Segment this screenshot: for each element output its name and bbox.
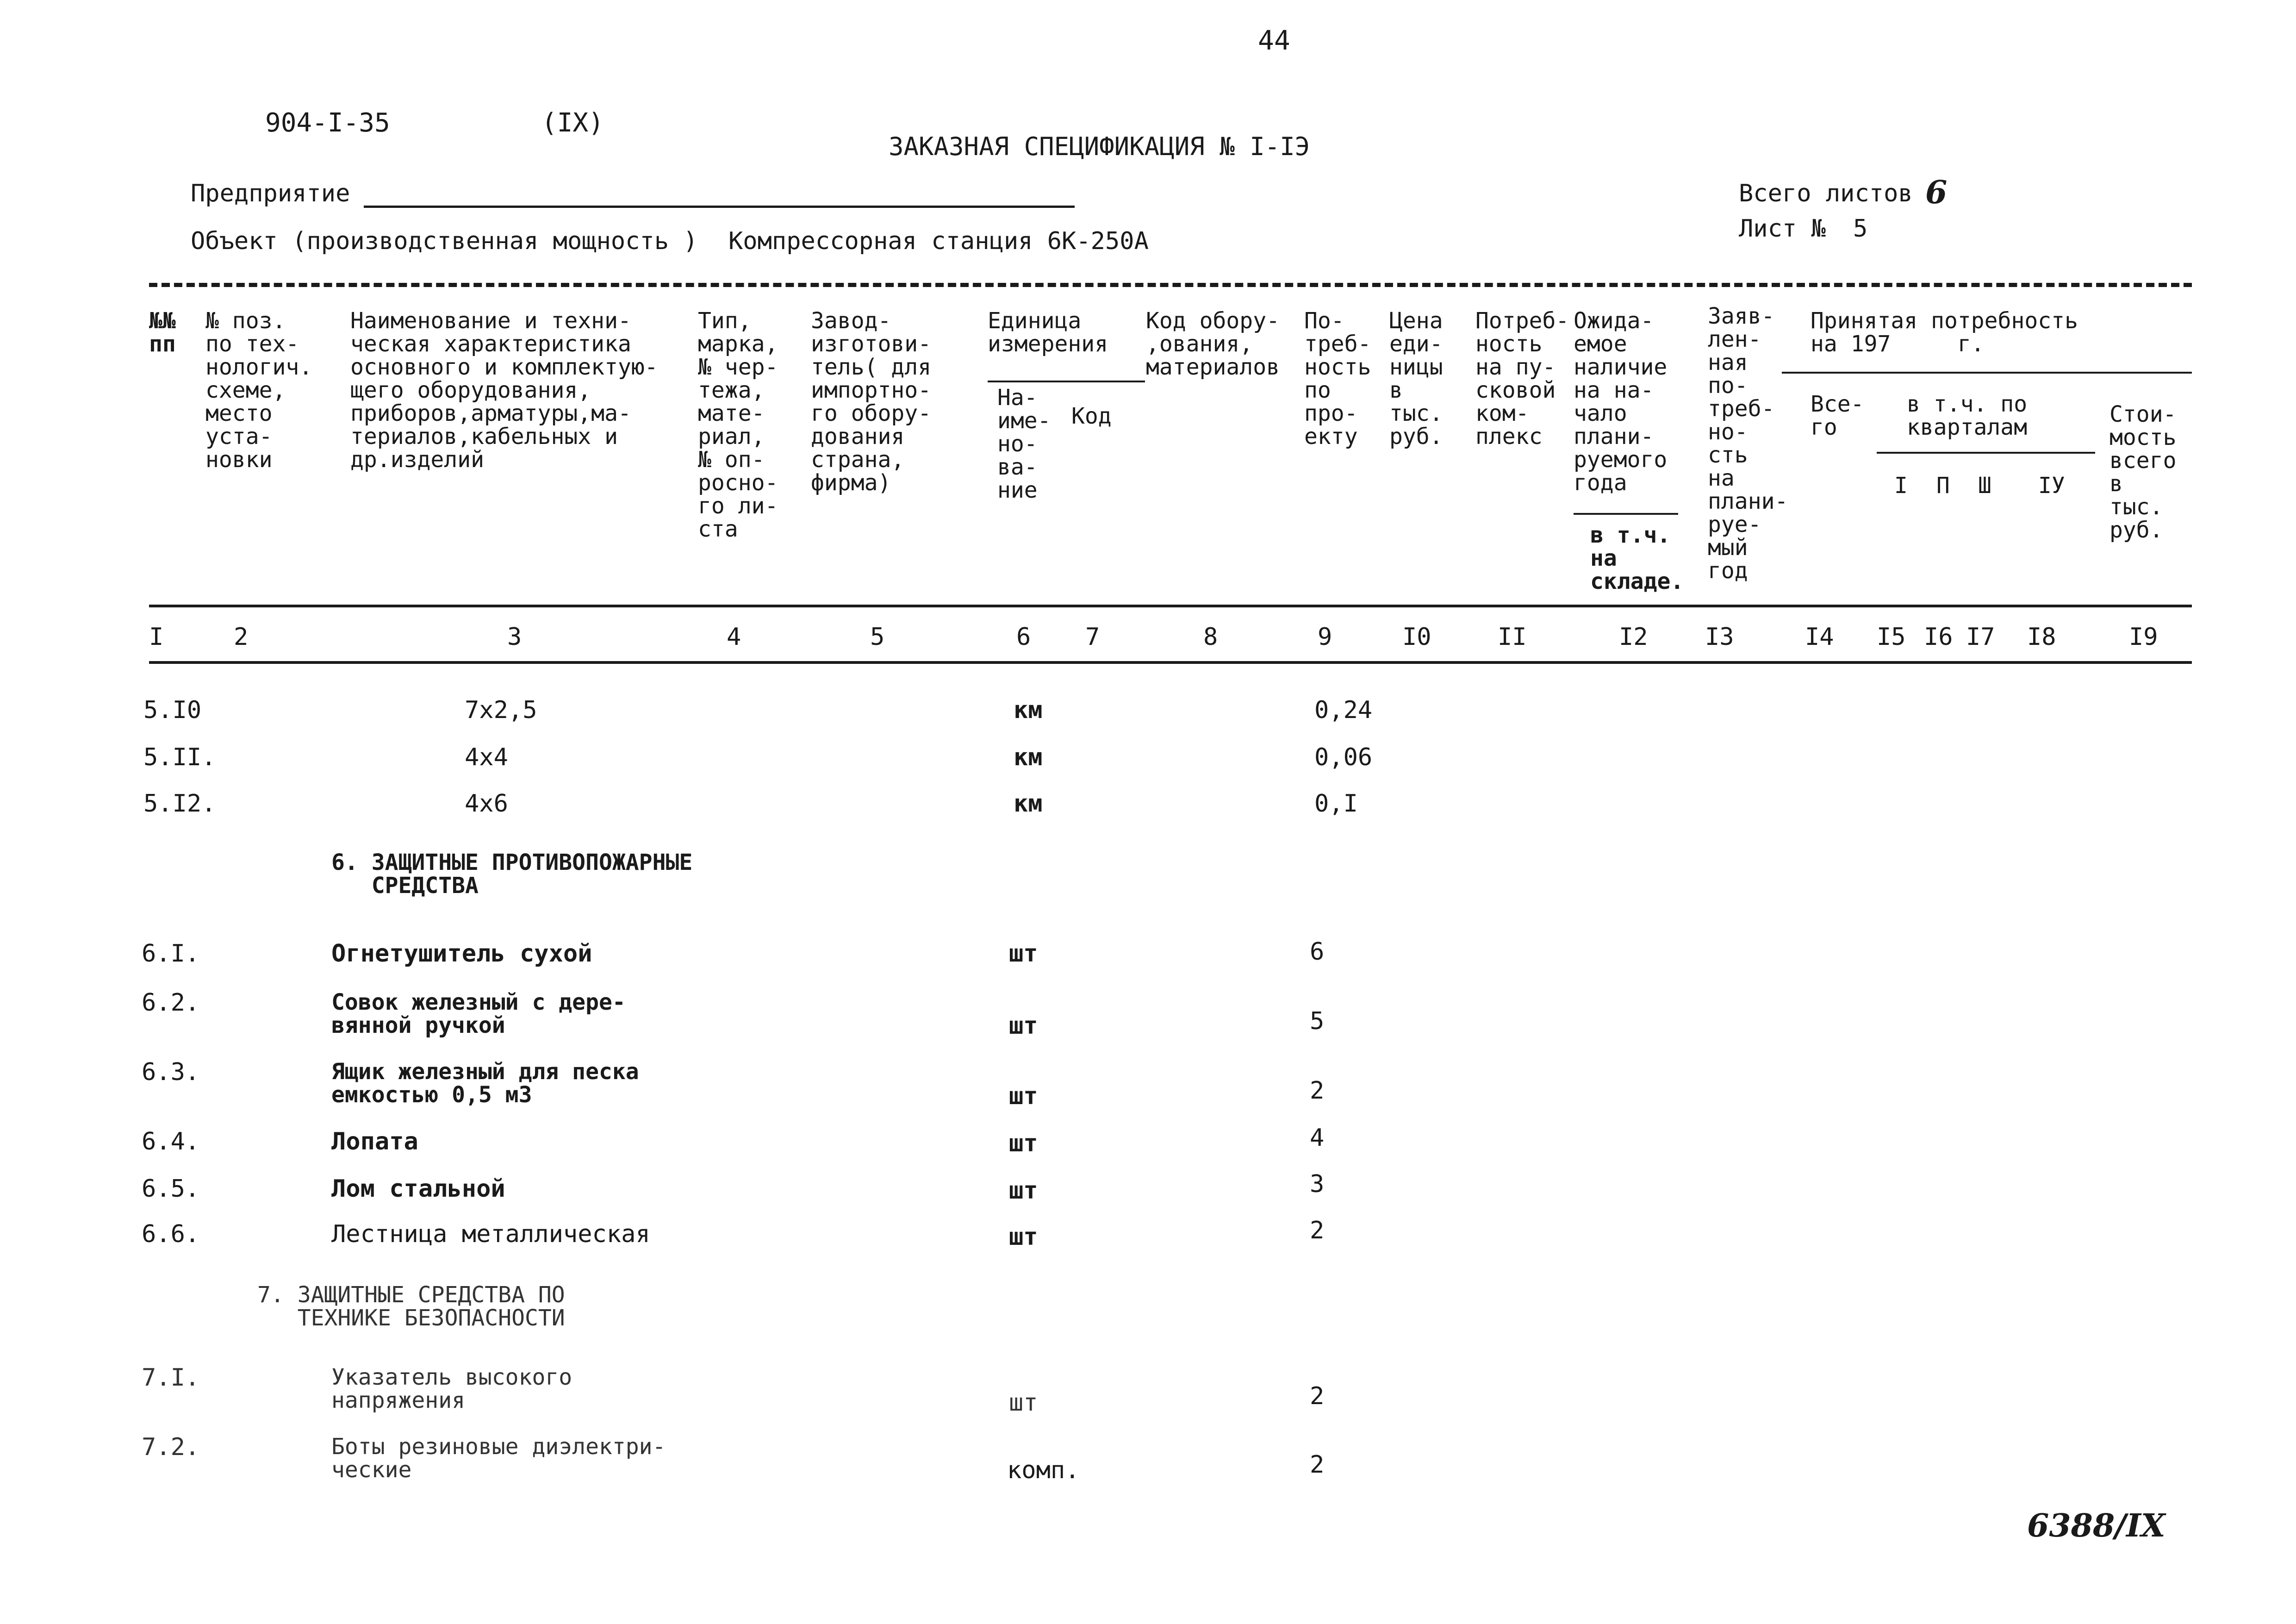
header-col-2: № поз. по тех- нологич. схеме, место уста- новки <box>205 308 313 473</box>
col-number-12: I2 <box>1619 623 1648 651</box>
row-unit: шт <box>1009 1389 1038 1417</box>
col-number-8: 8 <box>1203 623 1218 651</box>
row-unit: шт <box>1009 1082 1038 1110</box>
row-pos: 6.I. <box>142 940 200 968</box>
header-col-10: Цена еди- ницы в тыс. руб. <box>1389 308 1443 450</box>
col-number-9: 9 <box>1318 623 1332 651</box>
row-qty: 0,I <box>1314 790 1358 818</box>
col-number-13: I3 <box>1705 623 1734 651</box>
quarters-group-rule <box>1877 452 2095 454</box>
row-pos: 6.6. <box>142 1220 200 1248</box>
header-col-17: Ш <box>1978 473 1991 499</box>
col-number-3: 3 <box>507 623 522 651</box>
column-numbers-rule <box>149 661 2192 664</box>
row-name: Ящик железный для песка емкостью 0,5 м3 <box>331 1059 639 1108</box>
row-unit: шт <box>1009 1012 1038 1040</box>
object-label: Объект (производственная мощность ) <box>191 227 698 255</box>
col-number-18: I8 <box>2027 623 2056 651</box>
document-title: ЗАКАЗНАЯ СПЕЦИФИКАЦИЯ № I-IЭ <box>889 132 1310 161</box>
row-name: Совок железный с дере- вянной ручкой <box>331 989 626 1038</box>
section-heading: 6. ЗАЩИТНЫЕ ПРОТИВОПОЖАРНЫЕ СРЕДСТВА <box>331 849 693 899</box>
sheet-number: 5 <box>1853 215 1868 243</box>
row-unit: км <box>1014 696 1043 724</box>
header-col-5: Завод- изготови- тель( для импортно- го обору- дования страна, фирма) <box>811 308 932 496</box>
col-number-15: I5 <box>1877 623 1906 651</box>
header-col-12-sub: в т.ч. на складе. <box>1590 522 1684 594</box>
row-pos: 7.I. <box>142 1364 200 1392</box>
col-number-2: 2 <box>234 623 249 651</box>
header-col-8: Код обору- ,ования, материалов <box>1146 308 1280 380</box>
row-qty: 5 <box>1310 1007 1325 1035</box>
row-unit: шт <box>1009 1223 1038 1251</box>
header-col-12: Ожида- емое наличие на на- чало плани- руемого года <box>1574 308 1668 496</box>
col-number-5: 5 <box>870 623 885 651</box>
header-col-11: Потреб- ность на пу- сковой ком- плекс <box>1475 308 1569 450</box>
row-name: Лом стальной <box>331 1175 505 1203</box>
row-qty: 2 <box>1310 1217 1325 1244</box>
header-col-6: На- име- но- ва- ние <box>997 385 1051 503</box>
header-col-13: Заяв- лен- ная по- треб- но- сть на плани- руе- мый год <box>1708 303 1788 584</box>
total-sheets-label: Всего листов <box>1739 180 1913 207</box>
header-col-9: По- треб- ность по про- екту <box>1304 308 1371 450</box>
row-qty: 2 <box>1310 1382 1325 1410</box>
unit-group-rule <box>988 381 1145 382</box>
col-number-19: I9 <box>2129 623 2158 651</box>
row-unit: км <box>1014 790 1043 818</box>
doc-code: 904-I-35 <box>265 108 390 138</box>
row-qty: 0,06 <box>1314 743 1373 771</box>
stock-sub-rule <box>1574 513 1678 515</box>
object-value: Компрессорная станция 6К-250А <box>728 227 1149 255</box>
table-top-rule <box>149 283 2192 287</box>
row-pos: 6.4. <box>142 1128 200 1156</box>
row-name: Лестница металлическая <box>331 1220 650 1248</box>
header-col-14: Все- го <box>1811 391 1864 440</box>
col-number-11: II <box>1498 623 1527 651</box>
row-unit: комп. <box>1007 1456 1080 1484</box>
enterprise-underline <box>364 206 1075 208</box>
row-qty: 2 <box>1310 1077 1325 1105</box>
col-number-16: I6 <box>1924 623 1953 651</box>
row-pos: 7.2. <box>142 1433 200 1461</box>
col-number-6: 6 <box>1016 623 1031 651</box>
header-unit-group: Единица измерения <box>988 308 1108 357</box>
row-pos: 5.I2. <box>143 790 216 818</box>
row-qty: 3 <box>1310 1170 1325 1198</box>
row-name: 4x6 <box>465 790 508 818</box>
header-col-3: Наименование и техни- ческая характеристика основного и комплектую- щего оборудования, приборов,арматуры,ма- териалов,кабельных и др.изделий <box>350 308 658 473</box>
header-col-19: Стои- мость всего в тыс. руб. <box>2109 401 2177 543</box>
col-number-1: I <box>149 623 164 651</box>
volume-number: (IX) <box>541 108 604 138</box>
header-col-15: I <box>1894 473 1908 499</box>
col-number-14: I4 <box>1805 623 1834 651</box>
archive-number: 6388/IX <box>2027 1507 2165 1544</box>
row-qty: 6 <box>1310 938 1325 966</box>
col-number-10: I0 <box>1402 623 1431 651</box>
col-number-17: I7 <box>1966 623 1995 651</box>
header-col-1: №№ пп <box>149 308 176 357</box>
row-name: Огнетушитель сухой <box>331 940 592 968</box>
accepted-group-rule <box>1782 372 2192 374</box>
header-accepted-group: Принятая потребность на 197 г. <box>1811 308 2078 357</box>
row-pos: 6.3. <box>142 1058 200 1086</box>
header-col-7: Код <box>1071 403 1112 429</box>
row-pos: 5.I0 <box>143 696 202 724</box>
header-col-18: IУ <box>2038 473 2065 499</box>
page-number: 44 <box>1258 25 1290 56</box>
enterprise-label: Предприятие <box>191 180 350 207</box>
sheet-label: Лист № <box>1739 215 1826 243</box>
header-col-16: П <box>1936 473 1950 499</box>
row-qty: 4 <box>1310 1124 1325 1152</box>
row-unit: шт <box>1009 1177 1038 1205</box>
row-pos: 6.5. <box>142 1175 200 1203</box>
row-unit: шт <box>1009 940 1038 968</box>
header-bottom-rule <box>149 605 2192 607</box>
row-name: 4x4 <box>465 743 508 771</box>
row-name: Указатель высокого напряжения <box>331 1364 572 1413</box>
row-unit: шт <box>1009 1130 1038 1157</box>
row-name: 7x2,5 <box>465 696 537 724</box>
col-number-7: 7 <box>1085 623 1100 651</box>
row-pos: 5.II. <box>143 743 216 771</box>
col-number-4: 4 <box>727 623 741 651</box>
header-quarters-group: в т.ч. по кварталам <box>1907 391 2028 440</box>
total-sheets-value: 6 <box>1925 174 1948 211</box>
row-name: Боты резиновые диэлектри- ческие <box>331 1434 666 1483</box>
row-pos: 6.2. <box>142 989 200 1017</box>
row-name: Лопата <box>331 1128 418 1156</box>
header-col-4: Тип, марка, № чер- тежа, мате- риал, № оп- росно- го ли- ста <box>698 308 778 542</box>
row-qty: 2 <box>1310 1451 1325 1479</box>
row-unit: км <box>1014 743 1043 771</box>
section-heading: 7. ЗАЩИТНЫЕ СРЕДСТВА ПО ТЕХНИКЕ БЕЗОПАСНОСТИ <box>257 1282 565 1331</box>
row-qty: 0,24 <box>1314 696 1373 724</box>
